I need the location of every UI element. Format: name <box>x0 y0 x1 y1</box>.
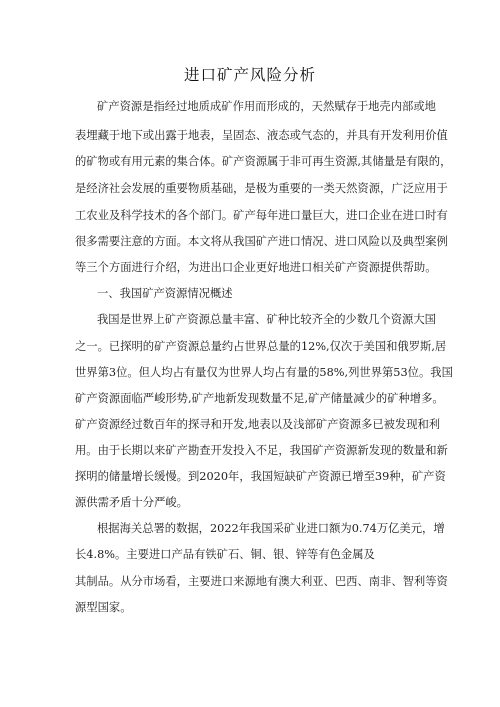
paragraph-line: 源供需矛盾十分严峻。 <box>75 496 188 509</box>
section-heading: 一、我国矿产资源情况概述 <box>97 287 233 300</box>
document-title: 进口矿产风险分析 <box>183 66 316 84</box>
paragraph-line: 工农业及科学技术的各个部门。矿产每年进口量巨大，进口企业在进口时有 <box>75 209 448 222</box>
paragraph-line: 用。由于长期以来矿产勘查开发投入不足，我国矿产资源新发现的数量和新 <box>75 444 448 457</box>
paragraph-line: 其制品。从分市场看，主要进口来源地有澳大利亚、巴西、南非、智利等资 <box>75 575 448 588</box>
paragraph-line: 长4.8%。主要进口产品有铁矿石、铜、银、锌等有色金属及 <box>75 548 375 561</box>
paragraph-line: 的矿物或有用元素的集合体。矿产资源属于非可再生资源,其储量是有限的， <box>75 155 452 168</box>
paragraph-line: 我国是世界上矿产资源总量丰富、矿种比较齐全的少数几个资源大国 <box>97 313 436 326</box>
paragraph-line: 是经济社会发展的重要物质基础，是极为重要的一类天然资源，广泛应用于 <box>75 182 448 195</box>
paragraph-line: 矿产资源是指经过地质成矿作用而形成的，天然赋存于地壳内部或地 <box>97 100 436 113</box>
paragraph-line: 矿产资源面临严峻形势,矿产地新发现数量不足,矿产储量减少的矿种增多。 <box>75 392 444 405</box>
paragraph-line: 根据海关总署的数据，2022年我国采矿业进口额为0.74万亿美元，增 <box>97 522 445 535</box>
paragraph-line: 很多需要注意的方面。本文将从我国矿产进口情况、进口风险以及典型案例 <box>75 235 448 248</box>
paragraph-line: 源型国家。 <box>75 601 132 614</box>
paragraph-line: 等三个方面进行介绍，为进出口企业更好地进口相关矿产资源提供帮助。 <box>75 261 437 274</box>
paragraph-line: 世界第3位。但人均占有量仅为世界人均占有量的58%,列世界第53位。我国 <box>75 366 453 379</box>
paragraph-line: 之一。已探明的矿产资源总量约占世界总量的12%,仅次于美国和俄罗斯,居 <box>75 340 447 353</box>
paragraph-line: 矿产资源经过数百年的探寻和开发,地表以及浅部矿产资源多已被发现和利 <box>75 418 441 431</box>
paragraph-line: 表埋藏于地下或出露于地表，呈固态、液态或气态的，并具有开发利用价值 <box>75 129 448 142</box>
paragraph-line: 探明的储量增长缓慢。到2020年，我国短缺矿产资源已增至39种，矿产资 <box>75 470 446 483</box>
